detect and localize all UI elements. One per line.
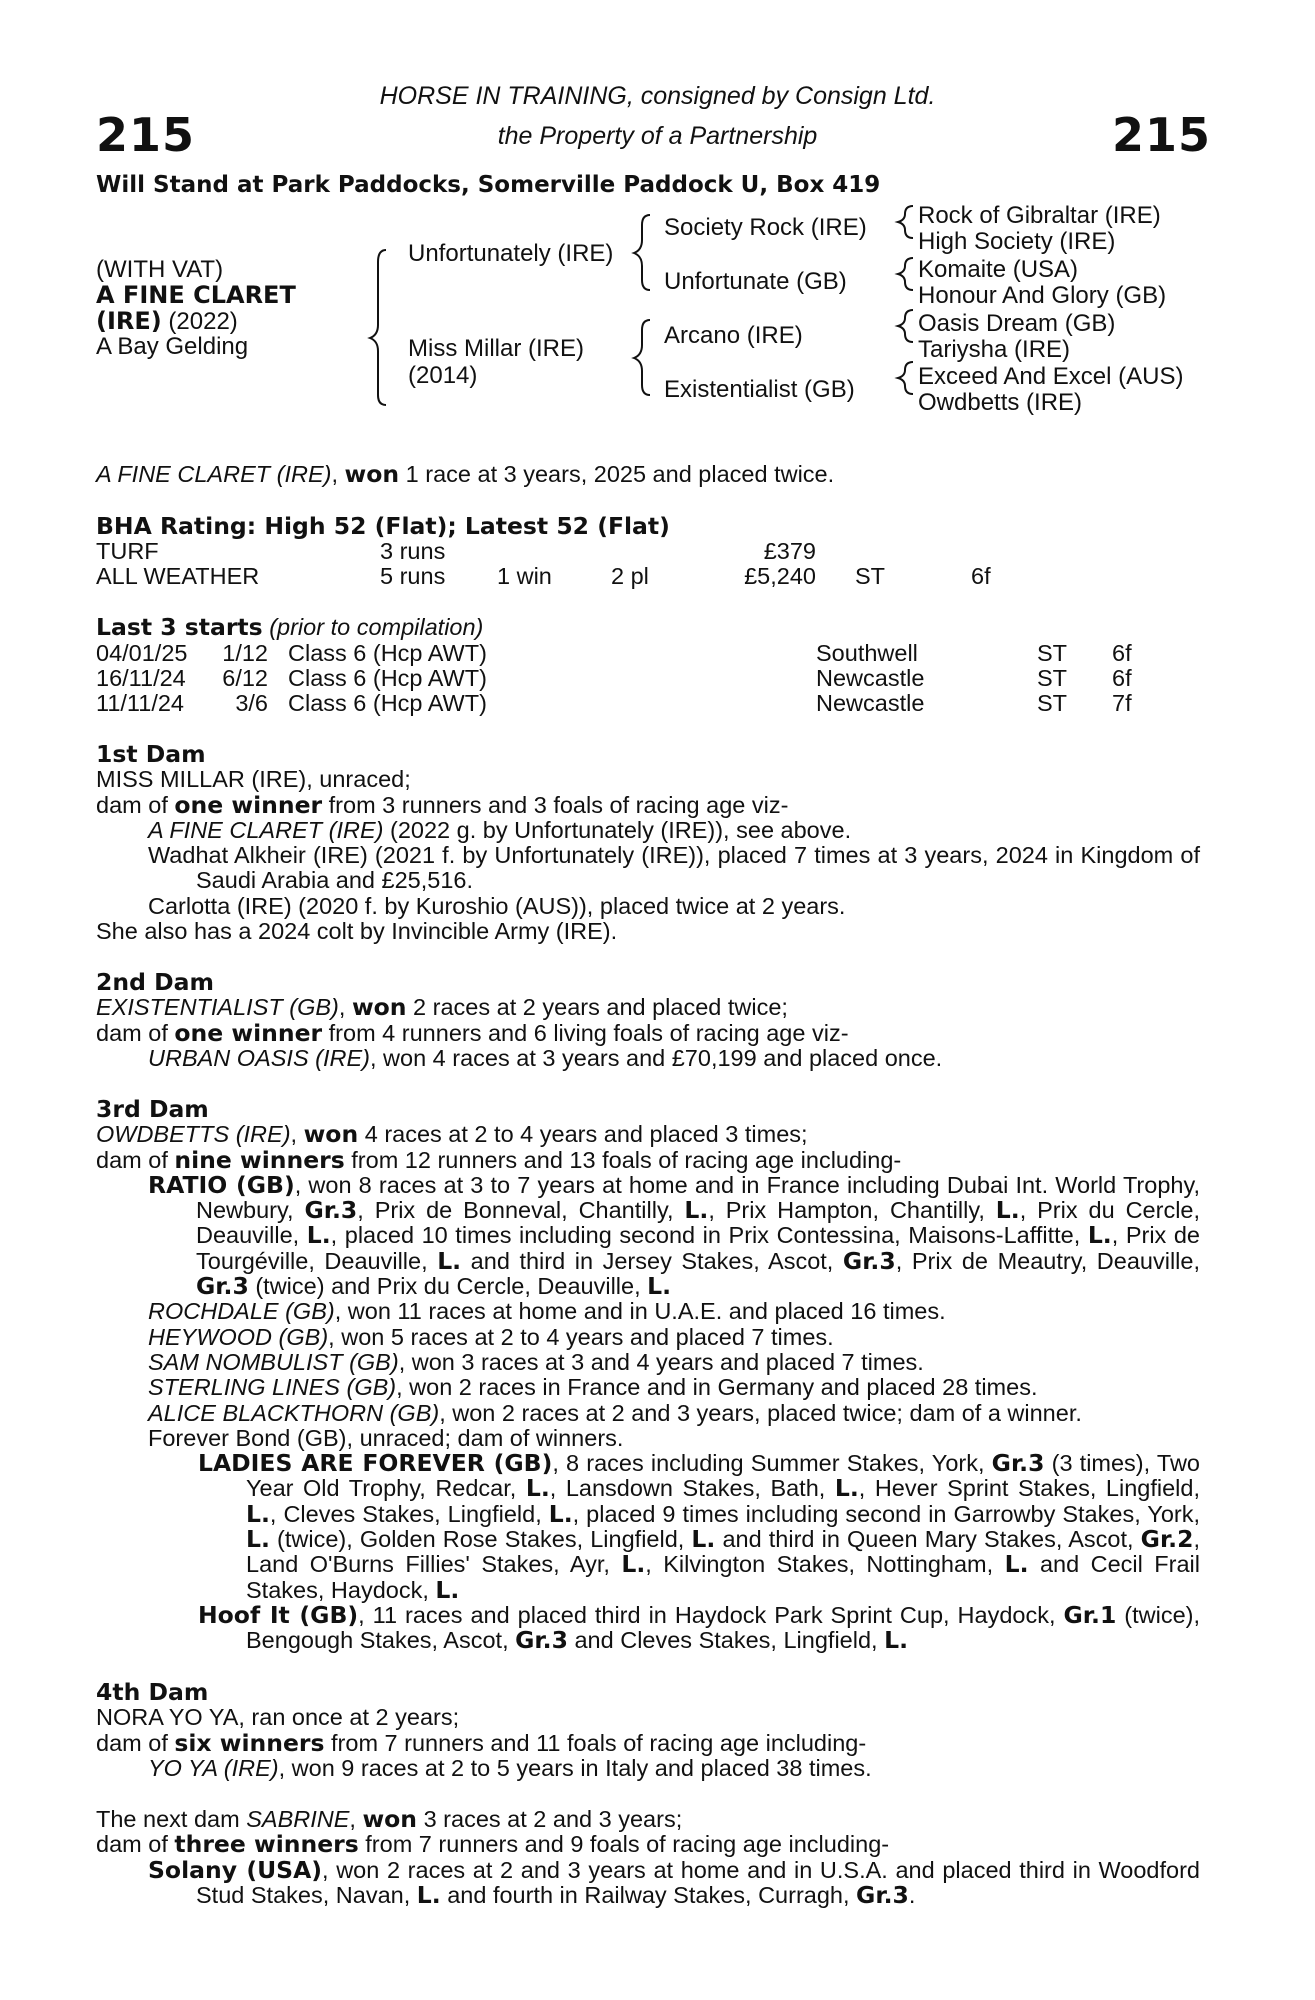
- pedigree-ggp-3: Komaite (USA): [918, 256, 1079, 283]
- third-dam-foal: ALICE BLACKTHORN (GB), won 2 races at 2 and 3 years, placed twice; dam of a winner.: [148, 1399, 1082, 1426]
- first-dam-line: MISS MILLAR (IRE), unraced;: [96, 766, 411, 793]
- start-surface: ST: [1037, 690, 1068, 716]
- start-race: Class 6 (Hcp AWT): [288, 640, 487, 666]
- third-dam-foal: SAM NOMBULIST (GB), won 3 races at 3 and 4 years and placed 7 times.: [148, 1348, 924, 1375]
- next-dam-produce: dam of three winners from 7 runners and 9 foals of racing age including-: [96, 1830, 890, 1859]
- next-dam-foal-solany: Solany (USA), won 2 races at 2 and 3 years at home and in U.S.A. and placed third in Woodford Stud Stakes, Navan, L. and fourth in Railway Stakes, Curragh, Gr.3.: [148, 1855, 1200, 1909]
- third-dam-section: [96, 1097, 1200, 1654]
- bha-rating: BHA Rating: High 52 (Flat); Latest 52 (Flat): [96, 512, 670, 540]
- start-course: Newcastle: [816, 665, 925, 691]
- start-surface: ST: [1037, 640, 1068, 666]
- fourth-dam-line: NORA YO YA, ran once at 2 years;: [96, 1704, 460, 1731]
- first-dam-foal: Carlotta (IRE) (2020 f. by Kuroshio (AUS)), placed twice at 2 years.: [148, 892, 846, 919]
- pedigree-ggp-5: Oasis Dream (GB): [918, 310, 1116, 337]
- first-dam-foal: Wadhat Alkheir (IRE) (2021 f. by Unfortunately (IRE)), placed 7 times at 3 years, 2024 in Kingdom of Saudi Arabia and £25,516.: [148, 842, 1200, 894]
- start-position: 1/12: [222, 640, 268, 666]
- start-distance: 6f: [1112, 640, 1132, 666]
- aw-placed: 2 pl: [611, 563, 649, 589]
- last-starts-heading: Last 3 starts (prior to compilation): [96, 613, 484, 641]
- third-dam-line: OWDBETTS (IRE), won 4 races at 2 to 4 years and placed 3 times;: [96, 1120, 808, 1149]
- second-dam-foal: URBAN OASIS (IRE), won 4 races at 3 years and £70,199 and placed once.: [148, 1044, 943, 1071]
- pedigree-dam: Miss Millar (IRE): [408, 335, 584, 362]
- turf-prize: £379: [763, 538, 816, 564]
- fourth-dam-produce: dam of six winners from 7 runners and 11 foals of racing age including-: [96, 1728, 867, 1757]
- turf-runs: 3 runs: [380, 538, 446, 564]
- pedigree-ggp-2: High Society (IRE): [918, 228, 1116, 255]
- turf-label: TURF: [96, 538, 159, 564]
- start-surface: ST: [1037, 665, 1068, 691]
- stand-location: Will Stand at Park Paddocks, Somerville Paddock U, Box 419: [96, 172, 881, 198]
- horse-name: A FINE CLARET: [96, 281, 296, 309]
- aw-label: ALL WEATHER: [96, 563, 260, 589]
- fourth-dam-heading: 4th Dam: [96, 1678, 209, 1706]
- pedigree-sire-sire: Society Rock (IRE): [664, 214, 867, 241]
- lot-number-left: 215: [96, 108, 196, 162]
- next-dam-line: The next dam SABRINE, won 3 races at 2 and 3 years;: [96, 1805, 683, 1833]
- granddaughter-foal-hoof: Hoof It (GB), 11 races and placed third in Haydock Park Sprint Cup, Haydock, Gr.1 (twice), Bengough Stakes, Ascot, Gr.3 and Cleves Stakes, Lingfield, L.: [198, 1600, 1200, 1655]
- first-dam-foal: A FINE CLARET (IRE) (2022 g. by Unfortunately (IRE)), see above.: [148, 816, 852, 843]
- header-title: HORSE IN TRAINING, consigned by Consign Ltd.: [379, 82, 936, 110]
- pedigree-ggp-7: Exceed And Excel (AUS): [918, 363, 1184, 390]
- start-position: 6/12: [222, 665, 268, 691]
- aw-wins: 1 win: [497, 563, 552, 589]
- aw-distance: 6f: [971, 563, 991, 589]
- horse-year: (IRE) (2022): [96, 307, 238, 335]
- pedigree-sire: Unfortunately (IRE): [408, 240, 614, 267]
- third-dam-foal: Forever Bond (GB), unraced; dam of winners.: [148, 1424, 624, 1451]
- pedigree-ggp-8: Owdbetts (IRE): [918, 389, 1083, 416]
- start-date: 16/11/24: [96, 665, 186, 691]
- start-distance: 6f: [1112, 665, 1132, 691]
- second-dam-line: EXISTENTIALIST (GB), won 2 races at 2 years and placed twice;: [96, 993, 788, 1022]
- start-race: Class 6 (Hcp AWT): [288, 665, 487, 691]
- third-dam-heading: 3rd Dam: [96, 1095, 209, 1123]
- next-dam-section: [96, 1807, 1200, 1908]
- first-dam-note: She also has a 2024 colt by Invincible Army (IRE).: [96, 918, 618, 945]
- aw-runs: 5 runs: [380, 563, 446, 589]
- start-course: Southwell: [816, 640, 918, 666]
- aw-prize: £5,240: [744, 563, 816, 589]
- aw-surface: ST: [855, 563, 886, 589]
- fourth-dam-section: [96, 1680, 1200, 1781]
- pedigree-ggp-4: Honour And Glory (GB): [918, 282, 1167, 309]
- third-dam-foal-ratio: RATIO (GB), won 8 races at 3 to 7 years at home and in France including Dubai Int. World Trophy, Newbury, Gr.3, Prix de Bonneval, Chantilly, L., Prix Hampton, Chantilly, L., Prix du Cercle, Deauville, L., placed 10 times including second in Prix Contessina, Maisons-Laffitte, L., Prix de Tourgéville, Deauville, L. and third in Jersey Stakes, Ascot, Gr.3, Prix de Meautry, Deauville, Gr.3 (twice) and Prix du Cercle, Deauville, L.: [148, 1170, 1201, 1301]
- third-dam-foal: HEYWOOD (GB), won 5 races at 2 to 4 years and placed 7 times.: [148, 1323, 834, 1350]
- fourth-dam-foal: YO YA (IRE), won 9 races at 2 to 5 years in Italy and placed 38 times.: [148, 1754, 872, 1781]
- pedigree-sire-dam: Unfortunate (GB): [664, 268, 847, 295]
- vat-note: (WITH VAT): [96, 256, 224, 283]
- first-dam-heading: 1st Dam: [96, 740, 206, 768]
- lot-number-right: 215: [1112, 108, 1212, 162]
- horse-description: A Bay Gelding: [96, 333, 249, 360]
- start-race: Class 6 (Hcp AWT): [288, 690, 487, 716]
- pedigree-ggp-1: Rock of Gibraltar (IRE): [918, 202, 1161, 229]
- pedigree-dam-dam: Existentialist (GB): [664, 376, 855, 403]
- granddaughter-foal-ladies: LADIES ARE FOREVER (GB), 8 races including Summer Stakes, York, Gr.3 (3 times), Two Year Old Trophy, Redcar, L., Lansdown Stakes, Bath, L., Hever Sprint Stakes, Lingfield, L., Cleves Stakes, Lingfield, L., placed 9 times including second in Garrowby Stakes, York, L. (twice), Golden Rose Stakes, Lingfield, L. and third in Queen Mary Stakes, Ascot, Gr.2, Land O'Burns Fillies' Stakes, Ayr, L., Kilvington Stakes, Nottingham, L. and Cecil Frail Stakes, Haydock, L.: [198, 1449, 1200, 1604]
- third-dam-produce: dam of nine winners from 12 runners and 13 foals of racing age including-: [96, 1145, 902, 1174]
- race-summary: A FINE CLARET (IRE), won 1 race at 3 years, 2025 and placed twice.: [96, 460, 835, 488]
- start-date: 04/01/25: [96, 640, 188, 666]
- first-dam-section: [96, 742, 1200, 944]
- start-date: 11/11/24: [96, 690, 184, 716]
- third-dam-foal: ROCHDALE (GB), won 11 races at home and in U.A.E. and placed 16 times.: [148, 1298, 946, 1325]
- pedigree-dam-year: (2014): [408, 362, 478, 389]
- pedigree-ggp-6: Tariysha (IRE): [918, 336, 1071, 363]
- third-dam-foal: STERLING LINES (GB), won 2 races in France and in Germany and placed 28 times.: [148, 1374, 1038, 1401]
- second-dam-section: [96, 970, 1200, 1071]
- second-dam-produce: dam of one winner from 4 runners and 6 living foals of racing age viz-: [96, 1018, 849, 1047]
- start-distance: 7f: [1112, 690, 1132, 716]
- start-position: 3/6: [235, 690, 268, 716]
- first-dam-produce: dam of one winner from 3 runners and 3 foals of racing age viz-: [96, 790, 789, 819]
- header-property: the Property of a Partnership: [497, 122, 818, 150]
- start-course: Newcastle: [816, 690, 925, 716]
- pedigree-dam-sire: Arcano (IRE): [664, 322, 803, 349]
- second-dam-heading: 2nd Dam: [96, 968, 214, 996]
